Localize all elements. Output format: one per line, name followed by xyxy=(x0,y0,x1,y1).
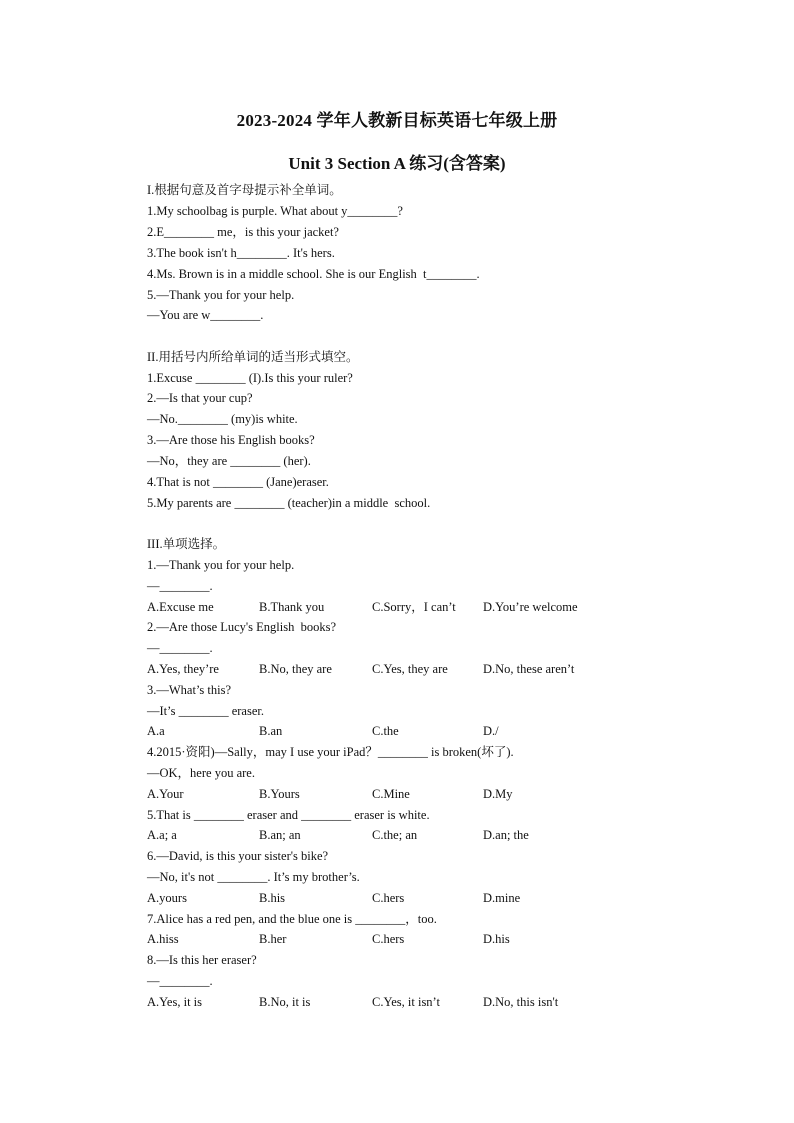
section1-line: 3.The book isn't h________. It's hers. xyxy=(147,246,335,260)
section2-heading: II.用括号内所给单词的适当形式填空。 xyxy=(147,350,359,364)
section2-line: 2.—Is that your cup? xyxy=(147,391,253,405)
option-c: C.hers xyxy=(372,932,405,946)
option-a: A.Your xyxy=(147,787,184,801)
option-d: D.mine xyxy=(483,891,521,905)
option-c: C.Mine xyxy=(372,787,410,801)
question-line: —________. xyxy=(147,974,213,988)
option-b: B.her xyxy=(259,932,287,946)
option-b: B.Thank you xyxy=(259,600,325,614)
question-line: 5.That is ________ eraser and ________ eraser is white. xyxy=(147,808,430,822)
option-a: A.Excuse me xyxy=(147,600,214,614)
option-b: B.an; an xyxy=(259,828,301,842)
option-a: A.Yes, it is xyxy=(147,995,202,1009)
option-d: D.No, these aren’t xyxy=(483,662,575,676)
option-a: A.yours xyxy=(147,891,187,905)
question-line: 8.—Is this her eraser? xyxy=(147,953,257,967)
option-d: D.No, this isn't xyxy=(483,995,559,1009)
option-a: A.a; a xyxy=(147,828,177,842)
option-c: C.hers xyxy=(372,891,405,905)
option-b: B.an xyxy=(259,724,283,738)
option-d: D.his xyxy=(483,932,510,946)
question-line: 7.Alice has a red pen, and the blue one is ________，too. xyxy=(147,912,437,926)
section2-line: —No，they are ________ (her). xyxy=(147,454,311,468)
option-c: C.the xyxy=(372,724,399,738)
section1-line: 2.E________ me，is this your jacket? xyxy=(147,225,339,239)
option-d: D.an; the xyxy=(483,828,529,842)
section2-line: 5.My parents are ________ (teacher)in a middle school. xyxy=(147,496,431,510)
worksheet-title: 2023-2024 学年人教新目标英语七年级上册 xyxy=(236,111,558,130)
section1-line: 1.My schoolbag is purple. What about y________? xyxy=(147,204,403,218)
section3-heading: III.单项选择。 xyxy=(147,537,226,551)
option-c: C.Yes, it isn’t xyxy=(372,995,440,1009)
option-d: D.My xyxy=(483,787,513,801)
option-b: B.No, it is xyxy=(259,995,311,1009)
section2-line: 1.Excuse ________ (I).Is this your ruler? xyxy=(147,371,353,385)
option-c: C.Yes, they are xyxy=(372,662,448,676)
section1-line: 5.—Thank you for your help. xyxy=(147,288,295,302)
option-c: C.Sorry，I can’t xyxy=(372,600,456,614)
section2-line: —No.________ (my)is white. xyxy=(147,412,298,426)
question-line: 2.—Are those Lucy's English books? xyxy=(147,620,337,634)
option-a: A.hiss xyxy=(147,932,179,946)
question-line: 1.—Thank you for your help. xyxy=(147,558,295,572)
option-a: A.a xyxy=(147,724,165,738)
question-line: —________. xyxy=(147,579,213,593)
section1-line: —You are w________. xyxy=(147,308,264,322)
option-c: C.the; an xyxy=(372,828,418,842)
section2-line: 3.—Are those his English books? xyxy=(147,433,315,447)
question-line: 4.2015·资阳)—Sally，may I use your iPad？________ is broken(坏了). xyxy=(147,745,514,759)
section1-heading: I.根据句意及首字母提示补全单词。 xyxy=(147,183,342,197)
option-b: B.Yours xyxy=(259,787,300,801)
worksheet-subtitle: Unit 3 Section A 练习(含答案) xyxy=(288,154,506,173)
question-line: —No, it's not ________. It’s my brother’s. xyxy=(147,870,360,884)
question-line: 3.—What’s this? xyxy=(147,683,232,697)
section1-line: 4.Ms. Brown is in a middle school. She is our English t________. xyxy=(147,267,480,281)
question-line: 6.—David, is this your sister's bike? xyxy=(147,849,329,863)
option-d: D.You’re welcome xyxy=(483,600,578,614)
section2-line: 4.That is not ________ (Jane)eraser. xyxy=(147,475,329,489)
option-d: D./ xyxy=(483,724,499,738)
question-line: —It’s ________ eraser. xyxy=(147,704,264,718)
option-b: B.No, they are xyxy=(259,662,332,676)
option-a: A.Yes, they’re xyxy=(147,662,219,676)
option-b: B.his xyxy=(259,891,286,905)
question-line: —OK，here you are. xyxy=(147,766,255,780)
question-line: —________. xyxy=(147,641,213,655)
